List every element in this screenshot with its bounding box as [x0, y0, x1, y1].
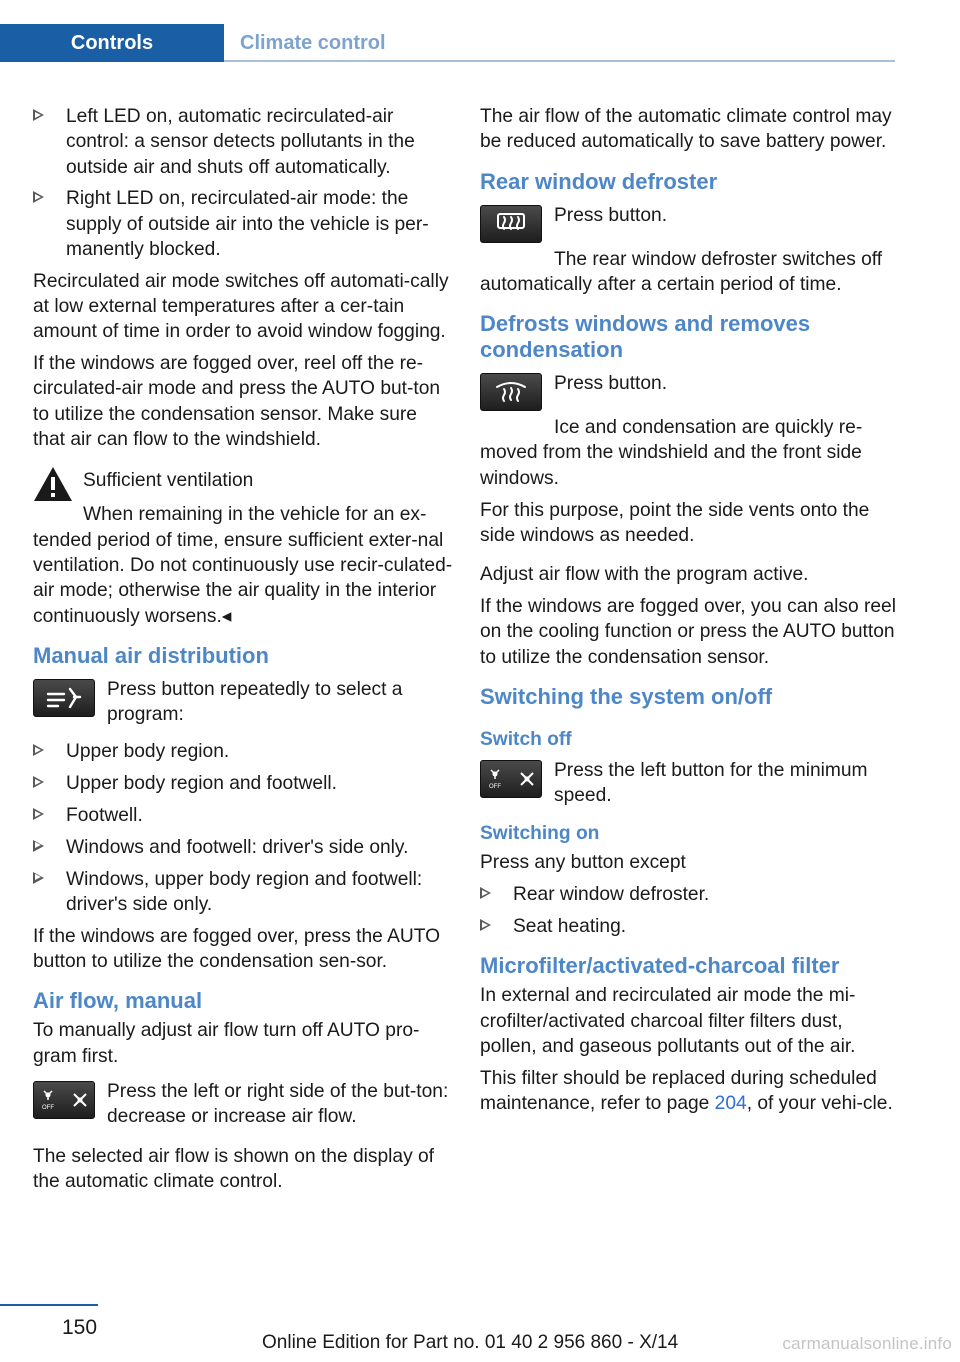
- heading-rear-window-defroster: Rear window defroster: [480, 168, 718, 194]
- fan-off-button[interactable]: [480, 760, 542, 798]
- watermark: carmanualsonline.info: [782, 1334, 952, 1353]
- rear-defrost-button[interactable]: [480, 205, 542, 243]
- section-tab-climate-control[interactable]: Climate control: [240, 31, 386, 54]
- warning-box: [33, 466, 453, 502]
- triangle-bullet-icon: [33, 872, 44, 884]
- front-defrost-text: Ice and condensation are quickly re-moved from the windshield and the front side windows.: [480, 417, 863, 489]
- led-bullet-list: [33, 104, 453, 262]
- front-defrost-row: [480, 371, 898, 411]
- svg-text:OFF: OFF: [42, 1104, 54, 1111]
- left-column: [33, 104, 453, 1201]
- heading-switching-system: Switching the system on/off: [480, 683, 773, 709]
- airflow-text: Press the left or right side of the but-ton: decrease or increase air flow.: [107, 1080, 449, 1128]
- footer-divider: [0, 1304, 98, 1306]
- front-defrost-instruction: Press button.: [554, 373, 668, 395]
- paragraph: For this purpose, point the side vents onto the side windows as needed.: [480, 499, 870, 546]
- triangle-bullet-icon: [33, 840, 44, 852]
- paragraph: The air flow of the automatic climate control may be reduced automatically to save battery power.: [480, 106, 892, 153]
- warning-text: When remaining in the vehicle for an ex-tended period of time, ensure sufficient exter-nal ventilation. Do not continuously use recir-culated-air mode; otherwise the air quality in the interior continuously worsens.◂: [33, 504, 453, 627]
- edition-footer: Online Edition for Part no. 01 40 2 956 860 - X/14: [262, 1332, 679, 1353]
- list-item: Upper body region and footwell.: [33, 771, 453, 796]
- fan-off-button-icon: [36, 1088, 92, 1112]
- section-tab-controls[interactable]: Controls: [0, 24, 224, 62]
- switch-off-text: Press the left button for the minimum speed.: [554, 759, 868, 807]
- paragraph: To manually adjust air flow turn off AUTO pro-gram first.: [33, 1020, 420, 1067]
- paragraph: In external and recirculated air mode the mi-crofilter/activated charcoal filter filters dust, pollen, and gaseous pollutants out of the air.: [480, 985, 856, 1057]
- heading-switching-on: Switching on: [480, 823, 600, 845]
- triangle-bullet-icon: [480, 919, 491, 931]
- rear-defrost-row: [480, 203, 898, 243]
- air-distribution-icon: [44, 685, 84, 711]
- triangle-bullet-icon: [33, 109, 44, 121]
- fan-speed-button[interactable]: [33, 1081, 95, 1119]
- heading-air-flow-manual: Air flow, manual: [33, 988, 203, 1014]
- airflow-row: [33, 1079, 453, 1130]
- manual-distribution-row: [33, 677, 453, 728]
- header-divider: [224, 60, 895, 62]
- triangle-bullet-icon: [33, 808, 44, 820]
- paragraph: Press any button except: [480, 852, 686, 874]
- triangle-bullet-icon: [480, 887, 491, 899]
- front-defrost-button[interactable]: [480, 373, 542, 411]
- rear-defrost-instruction: Press button.: [554, 204, 668, 226]
- paragraph: If the windows are fogged over, reel off the re-circulated-air mode and press the AUTO but-ton to utilize the condensation sensor. Make sure that air can flow to the windshield.: [33, 353, 441, 451]
- heading-switch-off: Switch off: [480, 728, 572, 750]
- list-item: Windows, upper body region and footwell: driver's side only.: [33, 867, 453, 918]
- svg-text:OFF: OFF: [489, 783, 501, 790]
- triangle-bullet-icon: [33, 744, 44, 756]
- paragraph: The selected air flow is shown on the display of the automatic climate control.: [33, 1145, 435, 1192]
- switch-off-row: [480, 758, 898, 809]
- paragraph: If the windows are fogged over, press the AUTO button to utilize the condensation sen-sor.: [33, 925, 441, 973]
- rear-defrost-text: The rear window defroster switches off automatically after a certain period of time.: [480, 248, 883, 295]
- right-column: [480, 104, 898, 1123]
- manual-distribution-text: Press button repeatedly to select a program:: [107, 678, 403, 726]
- page-header: [0, 0, 895, 62]
- windshield-defrost-icon: [493, 379, 529, 405]
- rear-defrost-icon: [493, 211, 529, 237]
- switch-on-exceptions: [480, 882, 898, 939]
- heading-manual-air-distribution: Manual air distribution: [33, 642, 269, 668]
- triangle-bullet-icon: [33, 776, 44, 788]
- list-item: Footwell.: [33, 803, 453, 828]
- page-number: 150: [62, 1316, 98, 1339]
- list-item: Rear window defroster.: [480, 882, 898, 907]
- paragraph: Adjust air flow with the program active.: [480, 564, 809, 586]
- list-item: Seat heating.: [480, 914, 898, 939]
- list-item: Windows and footwell: driver's side only.: [33, 835, 453, 860]
- paragraph: If the windows are fogged over, you can also reel on the cooling function or press the AUTO button to utilize the condensation sensor.: [480, 595, 896, 668]
- air-distribution-button[interactable]: [33, 679, 95, 717]
- paragraph: This filter should be replaced during scheduled maintenance, refer to page 204, of your vehi-cle.: [480, 1067, 893, 1115]
- triangle-bullet-icon: [33, 191, 44, 203]
- warning-title: Sufficient ventilation: [83, 470, 254, 492]
- program-bullet-list: [33, 739, 453, 917]
- warning-triangle-icon: [33, 466, 73, 502]
- fan-off-button-icon: [483, 767, 539, 791]
- paragraph: Recirculated air mode switches off automati-cally at low external temperatures after a cer-tain amount of time in order to avoid window fogging.: [33, 270, 449, 343]
- list-item: Upper body region.: [33, 739, 453, 764]
- list-item: Left LED on, automatic recirculated-air control: a sensor detects pollutants in the outside air and shuts off automatically.: [33, 104, 453, 180]
- heading-defrost-windows: Defrosts windows and removes condensation: [480, 311, 811, 363]
- heading-microfilter: Microfilter/activated-charcoal filter: [480, 953, 840, 979]
- page-reference-link[interactable]: 204: [714, 1093, 747, 1115]
- list-item: Right LED on, recirculated-air mode: the supply of outside air into the vehicle is per-manently blocked.: [33, 186, 453, 262]
